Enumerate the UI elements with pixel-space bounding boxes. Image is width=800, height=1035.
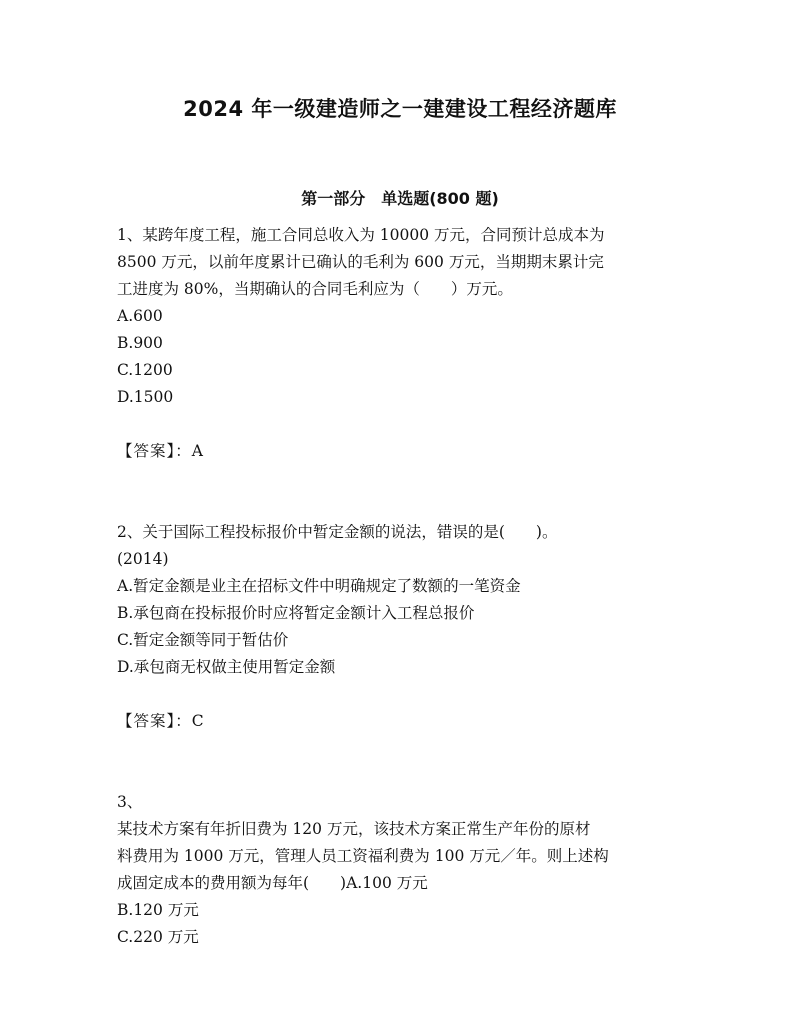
- question-text: (2014): [117, 550, 169, 568]
- option-c: C.1200: [117, 361, 173, 379]
- option-d: D.承包商无权做主使用暂定金额: [117, 658, 336, 676]
- option-d: D.1500: [117, 388, 174, 406]
- document-title: 2024 年一级建造师之一建建设工程经济题库: [183, 97, 617, 121]
- option-c: C.220 万元: [117, 928, 199, 946]
- question-list: [117, 222, 689, 951]
- option-a: A.暂定金额是业主在招标文件中明确规定了数额的一笔资金: [117, 577, 521, 595]
- question-text: 料费用为 1000 万元，管理人员工资福利费为 100 万元／年。则上述构: [117, 847, 609, 865]
- answer: 【答案】：C: [117, 712, 205, 730]
- question-1: [117, 222, 689, 465]
- question-text: 2、关于国际工程投标报价中暂定金额的说法，错误的是( )。: [117, 523, 558, 541]
- question-3: [117, 789, 689, 951]
- section-heading: 第一部分 单选题(800 题): [301, 189, 499, 208]
- question-text: 1、某跨年度工程，施工合同总收入为 10000 万元，合同预计总成本为: [117, 226, 605, 244]
- answer: 【答案】：A: [117, 442, 204, 460]
- option-b: B.900: [117, 334, 163, 352]
- question-text: 工进度为 80%，当期确认的合同毛利应为（ ）万元。: [117, 280, 513, 298]
- option-b: B.120 万元: [117, 901, 199, 919]
- option-c: C.暂定金额等同于暂估价: [117, 631, 289, 649]
- question-number: 3、: [117, 793, 143, 811]
- question-text: 成固定成本的费用额为每年( )A.100 万元: [117, 874, 428, 892]
- question-text: 8500 万元，以前年度累计已确认的毛利为 600 万元，当期期末累计完: [117, 253, 604, 271]
- option-a: A.600: [117, 307, 163, 325]
- question-text: 某技术方案有年折旧费为 120 万元，该技术方案正常生产年份的原材: [117, 820, 591, 838]
- option-b: B.承包商在投标报价时应将暂定金额计入工程总报价: [117, 604, 475, 622]
- question-2: [117, 519, 689, 735]
